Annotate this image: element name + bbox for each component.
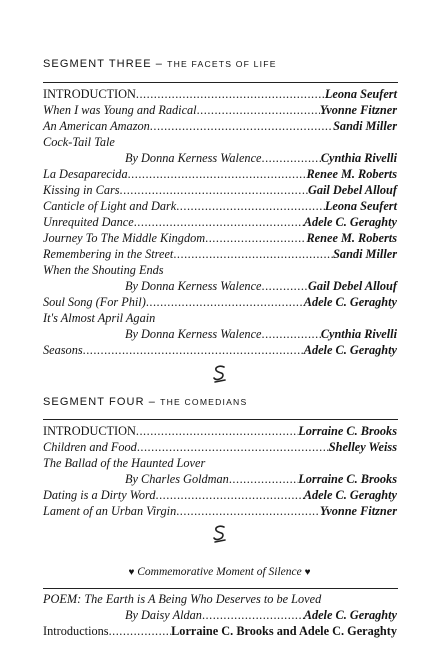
poem-byline-entry bbox=[125, 607, 397, 623]
entry-title: Seasons bbox=[43, 343, 83, 357]
poem-title: POEM: The Earth is A Being Who Deserves to be Loved bbox=[43, 592, 322, 606]
dot-leader bbox=[205, 230, 306, 246]
entry-title: Remembering in the Street bbox=[43, 247, 174, 261]
dot-leader bbox=[128, 166, 307, 182]
entry-performer: Shelley Weiss bbox=[328, 440, 397, 454]
entry-performer: Adele C. Geraghty bbox=[303, 295, 397, 309]
flourish-ornament-icon bbox=[0, 364, 439, 389]
entry-performer: Leona Seufert bbox=[324, 199, 397, 213]
dot-leader bbox=[146, 294, 304, 310]
entry-title: The Ballad of the Haunted Lover bbox=[43, 456, 206, 470]
dot-leader bbox=[229, 471, 298, 487]
heart-icon: ♥ bbox=[128, 567, 135, 578]
flourish-ornament-icon bbox=[0, 524, 439, 549]
entry-title: Journey To The Middle Kingdom bbox=[43, 231, 206, 245]
program-entry bbox=[43, 423, 397, 439]
dot-leader bbox=[262, 278, 308, 294]
closing-rule bbox=[43, 588, 398, 589]
entry-byline: By Donna Kerness Walence bbox=[125, 327, 262, 341]
program-entry bbox=[43, 102, 397, 118]
entry-performer: Renee M. Roberts bbox=[306, 231, 397, 245]
introductions-label: Introductions bbox=[43, 624, 109, 638]
segment-three-dash: – bbox=[151, 58, 168, 70]
segment-four-heading bbox=[43, 396, 247, 408]
entry-performer: Adele C. Geraghty bbox=[303, 488, 397, 502]
dot-leader bbox=[134, 214, 304, 230]
entry-performer: Yvonne Fitzner bbox=[319, 103, 397, 117]
program-entry bbox=[43, 166, 397, 182]
entry-performer: Adele C. Geraghty bbox=[303, 343, 397, 357]
program-entry bbox=[43, 487, 397, 503]
program-entry bbox=[43, 503, 397, 519]
entry-title: Unrequited Dance bbox=[43, 215, 134, 229]
dot-leader bbox=[176, 503, 320, 519]
entry-byline: By Donna Kerness Walence bbox=[125, 151, 262, 165]
entry-byline: By Charles Goldman bbox=[125, 472, 229, 486]
program-entry bbox=[43, 439, 397, 455]
program-entry bbox=[43, 246, 397, 262]
introductions-entry bbox=[43, 623, 397, 639]
program-entry-byline bbox=[125, 278, 397, 294]
entry-performer: Sandi Miller bbox=[333, 119, 397, 133]
program-entry bbox=[43, 230, 397, 246]
program-entry-byline bbox=[125, 150, 397, 166]
entry-title: La Desaparecida bbox=[43, 167, 128, 181]
entry-performer: Adele C. Geraghty bbox=[303, 215, 397, 229]
entry-title: Soul Song (For Phil) bbox=[43, 295, 146, 309]
flourish-ornament-icon bbox=[211, 524, 229, 544]
poem-performer: Adele C. Geraghty bbox=[303, 608, 397, 622]
program-entry bbox=[43, 86, 397, 102]
dot-leader bbox=[136, 423, 298, 439]
entry-performer: Leona Seufert bbox=[324, 87, 397, 101]
commemorative-silence-line bbox=[0, 564, 439, 581]
program-entry bbox=[43, 198, 397, 214]
program-entry bbox=[43, 214, 397, 230]
entry-title: It's Almost April Again bbox=[43, 311, 156, 325]
segment-four-rule bbox=[43, 419, 398, 420]
poem-title-line bbox=[43, 591, 321, 607]
dot-leader bbox=[150, 118, 333, 134]
dot-leader bbox=[173, 246, 333, 262]
entry-title: INTRODUCTION bbox=[43, 87, 136, 101]
silence-text: Commemorative Moment of Silence bbox=[137, 566, 302, 578]
dot-leader bbox=[136, 86, 325, 102]
entry-title: Dating is a Dirty Word bbox=[43, 488, 156, 502]
entry-title: Kissing in Cars bbox=[43, 183, 120, 197]
dot-leader bbox=[262, 326, 321, 342]
entry-performer: Lorraine C. Brooks bbox=[298, 472, 397, 486]
dot-leader bbox=[120, 182, 308, 198]
program-entry-byline bbox=[125, 326, 397, 342]
segment-four-subtitle: THE COMEDIANS bbox=[160, 397, 248, 407]
segment-four-title: SEGMENT FOUR bbox=[43, 396, 145, 408]
entry-performer: Lorraine C. Brooks bbox=[298, 424, 397, 438]
entry-title: INTRODUCTION bbox=[43, 424, 136, 438]
entry-performer: Yvonne Fitzner bbox=[319, 504, 397, 518]
dot-leader bbox=[137, 439, 329, 455]
poem-byline: By Daisy Aldan bbox=[125, 608, 202, 622]
program-entry-byline bbox=[125, 471, 397, 487]
entry-title: When the Shouting Ends bbox=[43, 263, 164, 277]
dot-leader bbox=[156, 487, 304, 503]
entry-performer: Renee M. Roberts bbox=[306, 167, 397, 181]
entry-performer: Cynthia Rivelli bbox=[320, 151, 397, 165]
segment-four-dash: – bbox=[144, 396, 161, 408]
entry-title: Lament of an Urban Virgin bbox=[43, 504, 177, 518]
segment-three-heading bbox=[43, 58, 277, 70]
dot-leader bbox=[202, 607, 304, 623]
dot-leader bbox=[83, 342, 304, 358]
entry-title: Cock-Tail Tale bbox=[43, 135, 115, 149]
introductions-performers: Lorraine C. Brooks and Adele C. Geraghty bbox=[171, 624, 397, 638]
program-entry bbox=[43, 342, 397, 358]
dot-leader bbox=[262, 150, 321, 166]
entry-byline: By Donna Kerness Walence bbox=[125, 279, 262, 293]
program-entry bbox=[43, 182, 397, 198]
flourish-ornament-icon bbox=[211, 364, 229, 384]
entry-performer: Sandi Miller bbox=[333, 247, 397, 261]
entry-title: Canticle of Light and Dark bbox=[43, 199, 177, 213]
dot-leader bbox=[176, 198, 325, 214]
program-entry bbox=[43, 294, 397, 310]
entry-performer: Gail Debel Allouf bbox=[307, 183, 397, 197]
entry-performer: Gail Debel Allouf bbox=[307, 279, 397, 293]
segment-three-rule bbox=[43, 82, 398, 83]
entry-performer: Cynthia Rivelli bbox=[320, 327, 397, 341]
dot-leader bbox=[109, 623, 172, 639]
segment-three-subtitle: THE FACETS OF LIFE bbox=[167, 59, 277, 69]
entry-title: An American Amazon bbox=[43, 119, 150, 133]
entry-title: When I was Young and Radical bbox=[43, 103, 197, 117]
segment-three-title: SEGMENT THREE bbox=[43, 58, 152, 70]
entry-title: Children and Food bbox=[43, 440, 137, 454]
program-entry bbox=[43, 118, 397, 134]
heart-icon: ♥ bbox=[304, 567, 311, 578]
dot-leader bbox=[197, 102, 320, 118]
